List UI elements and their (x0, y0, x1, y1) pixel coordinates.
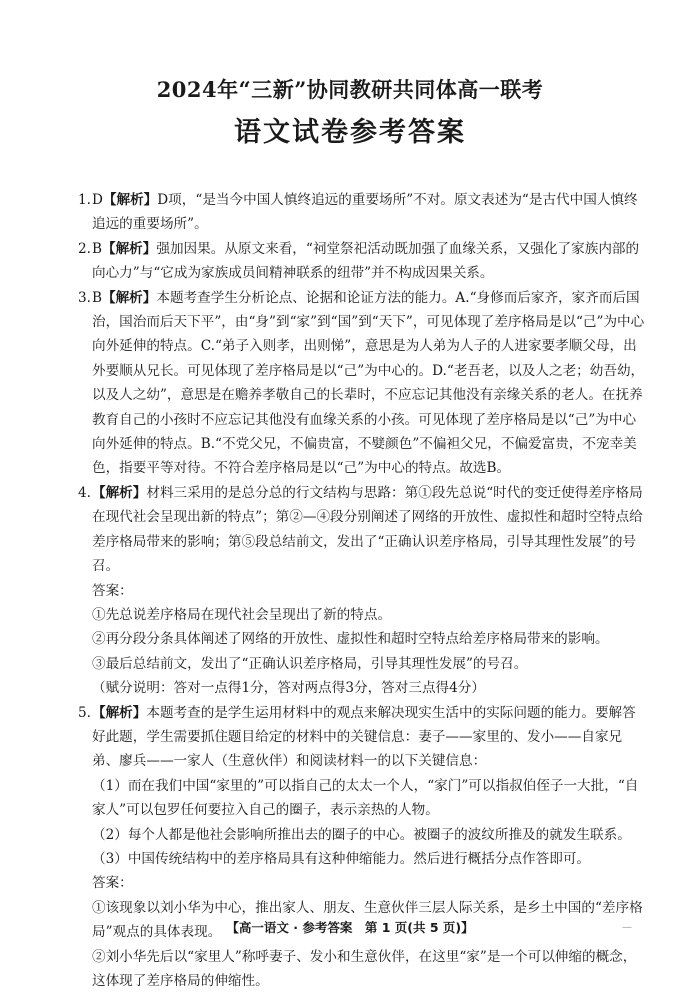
analysis-tag: 【解析】 (92, 484, 147, 501)
answer-letter: B (92, 289, 102, 306)
question-2 (78, 237, 648, 286)
page-footer: 【高一语文 · 参考答案 第 1 页(共 5 页)】 (226, 920, 474, 935)
analysis-tag: 【解析】 (102, 289, 157, 306)
answer-letter: B (92, 240, 102, 257)
analysis-text: 材料三采用的是总分总的行文结构与思路：第①段先总说“时代的变迁使得差序格局在现代社会呈现出新的特点”；第②—④段分别阐述了网络的开放性、虚拟性和超时空特点给差序格局带来的影响；第⑤段总结前文，发出了“正确认识差序格局，引导其理性发展”的号召。 (92, 484, 643, 575)
question-number: 5. (78, 704, 91, 721)
answer-point: ③最后总结前文，发出了“正确认识差序格局，引导其理性发展”的号召。 (92, 655, 528, 672)
question-number: 3. (78, 289, 91, 306)
question-5 (78, 701, 648, 993)
analysis-text: 本题考查的是学生运用材料中的观点来解决现实生活中的实际问题的能力。要解答好此题，学生需要抓住题目给定的材料中的关键信息：妻子——家里的、发小——自家兄弟、廖兵——一家人（生意伙伴）和阅读材料一的以下关键信息： (92, 704, 636, 770)
answer-line: 答案： (92, 875, 133, 892)
key-info: （3）中国传统结构中的差序格局具有这种伸缩能力。然后进行概括分点作答即可。 (92, 850, 591, 867)
analysis-tag: 【解析】 (102, 192, 158, 208)
question-4 (78, 481, 648, 701)
question-number: 1. (78, 192, 91, 208)
answer-line: 答案： (92, 582, 133, 599)
answer-point: ①先总说差序格局在现代社会呈现出了新的特点。 (92, 606, 392, 623)
question-number: 2. (78, 240, 91, 257)
corner-mark: — (622, 922, 632, 933)
analysis-text: 本题考查学生分析论点、论据和论证方法的能力。A.“身修而后家齐，家齐而后国治，国治而后天下平”，由“身”到“家”到“国”到“天下”，可见体现了差序格局是以“己”为中心向外延伸的特点。C.“弟子入则孝，出则悌”，意思是为人弟为人子的人进家要孝顺父母，出外要顺从兄长。可见体现了差序格局是以“己”为中心的。D.“老吾老，以及人之老；幼吾幼，以及人之幼”，意思是在赡养孝敬自己的长辈时，不应忘记其他没有亲缘关系的老人。在抚养教育自己的小孩时不应忘记其他没有血缘关系的小孩。可见体现了差序格局是以“己”为中心向外延伸的特点。B.“不党父兄，不偏贵富，不嬖颜色”不偏袒父兄，不偏爱富贵，不宠幸美色，指要平等对待。不符合差序格局是以“己”为中心的特点。故选B。 (92, 289, 645, 477)
answer-letter: D (92, 192, 103, 208)
key-info: （2）每个人都是他社会影响所推出去的圈子的中心。被圈子的波纹所推及的就发生联系。 (92, 826, 631, 843)
analysis-tag: 【解析】 (92, 704, 147, 721)
key-info: （1）而在我们中国“家里的”可以指自己的太太一个人，“家门”可以指叔伯侄子一大批，“自家人”可以包罗任何要拉入自己的圈子，表示亲热的人物。 (92, 777, 639, 819)
analysis-tag: 【解析】 (102, 240, 157, 257)
scoring-note: （赋分说明：答对一点得1分，答对两点得3分，答对三点得4分） (92, 680, 485, 697)
analysis-text: 强加因果。从原文来看，“祠堂祭祀活动既加强了血缘关系，又强化了家族内部的向心力”与“它成为家族成员间精神联系的纽带”并不构成因果关系。 (92, 240, 640, 282)
answer-content (78, 188, 648, 993)
question-3 (78, 286, 648, 481)
answer-point: ②刘小华先后以“家里人”称呼妻子、发小和生意伙伴，在这里“家”是一个可以伸缩的概念，这体现了差序格局的伸缩性。 (92, 948, 637, 989)
answer-point: ②再分段分条具体阐述了网络的开放性、虚拟性和超时空特点给差序格局带来的影响。 (92, 631, 609, 648)
analysis-text: D项，“是当今中国人慎终追远的重要场所”不对。原文表述为“是古代中国人慎终追远的重要场所”。 (92, 192, 638, 233)
question-1 (78, 188, 648, 237)
question-number: 4. (78, 484, 91, 501)
answer-point: ①该现象以刘小华为中心，推出家人、朋友、生意伙伴三层人际关系，是乡土中国的“差序格局”观点的具体表现。 (92, 899, 643, 941)
answer-key-title: 语文试卷参考答案 (234, 117, 466, 148)
exam-title: 2024年“三新”协同教研共同体高一联考 (156, 77, 544, 102)
